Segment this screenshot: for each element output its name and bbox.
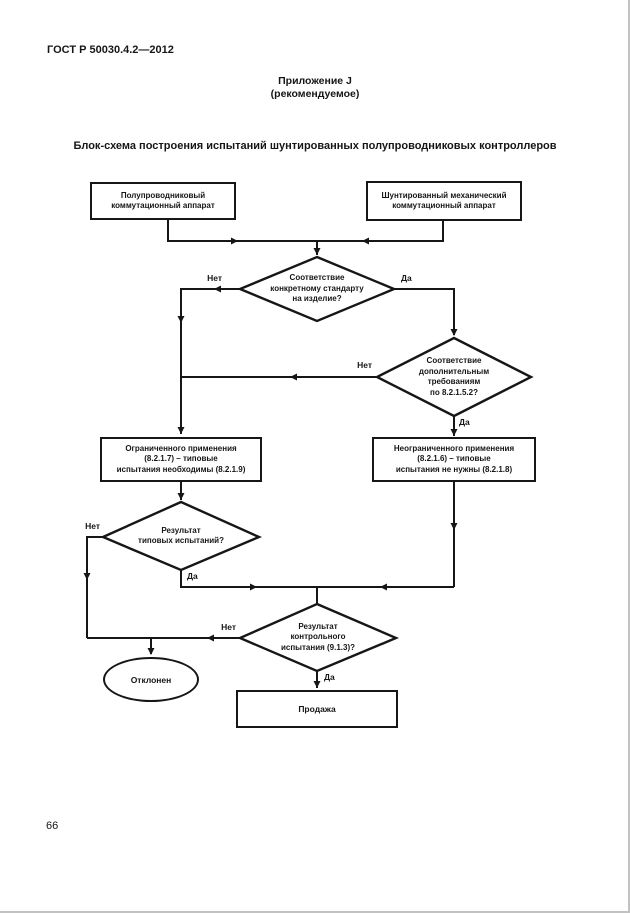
arrowhead-left-icon [380,584,387,591]
arrowhead-right-icon [250,584,257,591]
node-text-line: испытания не нужны (8.2.1.8) [395,464,513,474]
node-text-line: испытания необходимы (8.2.1.9) [116,464,246,474]
arrowhead-down-icon [314,248,321,255]
decision-additional-diamond [377,338,531,416]
branch-label-yes: Да [459,417,470,427]
arrowhead-down-icon [84,573,91,580]
node-start-semiconductor [90,182,236,220]
node-text-line: типовых испытаний? [138,536,224,545]
node-text-line: Продажа [298,703,336,714]
connector-no-decision3 [87,537,103,638]
node-box-unlimited [372,437,536,482]
node-box-limited [100,437,262,482]
arrowhead-left-icon [214,286,221,293]
branch-label-no: Нет [85,521,100,531]
node-text-line: испытания (9.1.3)? [280,642,356,652]
node-text-line: требованиям [427,377,481,386]
node-text-line: Результат [161,525,201,535]
arrowhead-down-icon [451,329,458,336]
annex-line1: Приложение J [278,75,352,87]
node-terminal-rejected [103,657,199,702]
arrowhead-left-icon [207,635,214,642]
node-box-sale [236,690,398,728]
arrowhead-down-icon [451,523,458,530]
branch-label-yes: Да [187,571,198,581]
arrowhead-down-icon [451,429,458,436]
arrowhead-left-icon [362,238,369,245]
arrowhead-down-icon [178,316,185,323]
node-text-line: коммутационный аппарат [111,201,215,210]
connector-yes-decision1 [394,289,454,335]
decision-control-test-diamond [240,604,396,671]
arrowhead-left-icon [290,374,297,381]
node-text-line: Соответствие [289,273,345,283]
arrowhead-right-icon [231,238,238,245]
node-text-line: (8.2.1.7) – типовые [144,454,218,464]
page-title: Блок-схема построения испытаний шунтированных полупроводниковых контроллеров [73,140,557,152]
node-text-line: Соответствие [426,356,482,365]
node-text-line: (8.2.1.6) – типовые [417,454,491,464]
document-header: ГОСТ Р 50030.4.2—2012 [47,44,174,56]
node-text-line: на изделие? [292,294,342,304]
node-text-line: Ограниченного применения [125,443,237,453]
node-text-line: Полупроводниковый [120,190,206,200]
branch-label-yes: Да [324,672,335,682]
branch-label-no: Нет [357,360,372,370]
decision-standard-diamond [240,257,394,321]
arrowhead-down-icon [178,427,185,434]
annex-line2: (рекомендуемое) [270,88,360,100]
page-number: 66 [46,820,59,832]
arrowhead-down-icon [148,648,155,655]
branch-label-yes: Да [401,273,412,283]
node-text-line: Шунтированный механический [381,190,507,200]
arrowhead-down-icon [178,493,185,500]
node-text-line: Неограниченного применения [393,443,515,453]
connector-no-decision1 [181,289,240,434]
node-text-line: Отклонен [130,674,172,685]
decision-type-tests-diamond [103,502,259,570]
node-start-shunted [366,181,522,221]
connector-start-left [168,219,317,241]
branch-label-no: Нет [221,622,236,632]
node-text-line: контрольного [290,632,346,642]
node-text-line: дополнительным [418,366,490,376]
node-text-line: Результат [298,621,338,631]
branch-label-no: Нет [207,273,222,283]
arrowhead-down-icon [314,681,321,688]
node-text-line: коммутационный аппарат [392,201,496,210]
connector-start-right [317,219,443,241]
node-text-line: по 8.2.1.5.2? [430,387,478,397]
node-text-line: конкретному стандарту [270,283,364,293]
